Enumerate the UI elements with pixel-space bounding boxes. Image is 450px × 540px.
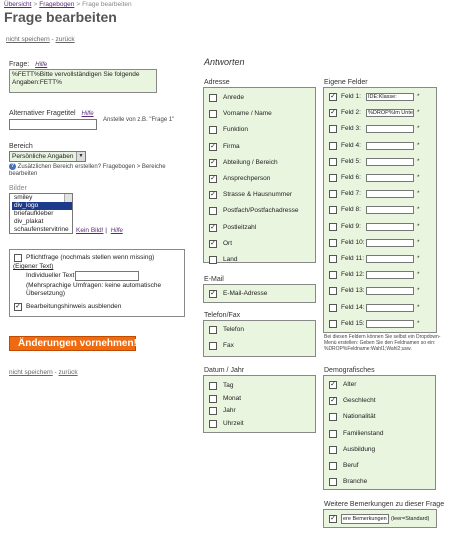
demografisches-alter-label: Alter	[343, 381, 357, 388]
weitere-box	[323, 509, 437, 528]
adresse-vorname-name-label: Vorname / Name	[223, 110, 272, 118]
eigene-feld-9-required-star: *	[417, 222, 420, 230]
bilder-option[interactable]: briefaufkleber	[14, 210, 54, 217]
eigene-feld-3-label: Feld 3:	[341, 125, 361, 133]
telefon-fax-checkbox[interactable]	[209, 342, 217, 350]
info-icon: ?	[10, 163, 15, 169]
demografisches-familienstand-label: Familienstand	[343, 429, 384, 437]
eigene-feld-2-input[interactable]: %DROP%Im Unte	[368, 110, 413, 117]
bilder-option[interactable]: smiley	[14, 194, 33, 201]
email-box	[203, 284, 316, 303]
eigene-feld-3-required-star: *	[417, 125, 420, 133]
eigene-feld-11-checkbox[interactable]	[329, 255, 337, 263]
eigene-feld-7-checkbox[interactable]	[329, 190, 337, 198]
demografisches-beruf-label: Beruf	[343, 462, 359, 469]
bereich-select[interactable]: Persönliche Angaben ▼	[9, 151, 86, 162]
eigener-text-link[interactable]: (Eigener Text)	[13, 263, 54, 270]
eigene-feld-2-required-star: *	[417, 109, 420, 117]
eigene-feld-12-checkbox[interactable]	[329, 271, 337, 279]
eigene-feld-6-label: Feld 6:	[341, 174, 361, 181]
eigene-feld-10-required-star: *	[417, 238, 420, 246]
eigene-feld-15-label: Feld 15:	[341, 319, 365, 327]
adresse-ort-label: Ort	[223, 239, 233, 247]
adresse-postleitzahl-label: Postleitzahl	[223, 223, 257, 231]
adresse-postleitzahl-checkbox[interactable]	[209, 224, 217, 232]
nicht-speichern-link[interactable]: nicht speichern	[6, 36, 50, 43]
bearb-hinweis-checkbox[interactable]	[14, 303, 22, 311]
adresse-ansprechperson-checkbox[interactable]	[209, 175, 217, 183]
datum-tag-label: Tag	[223, 382, 234, 389]
adresse-title: Adresse	[204, 79, 230, 86]
bilder-label: Bilder	[9, 185, 27, 192]
eigene-feld-7-label: Feld 7:	[341, 190, 361, 198]
demografisches-familienstand-checkbox[interactable]	[329, 430, 337, 438]
email-e-mail-adresse-label: E-Mail-Adresse	[223, 290, 268, 297]
eigene-feld-10-input[interactable]	[366, 239, 414, 247]
nav-separator: -	[49, 36, 56, 43]
adresse-strasse-hausnummer-checkbox[interactable]	[209, 191, 217, 199]
weitere-input[interactable]: ere Bemerkungen	[341, 514, 389, 524]
nicht-speichern-link-bottom[interactable]: nicht speichern	[9, 369, 53, 376]
adresse-anrede-checkbox[interactable]	[209, 94, 217, 102]
bilder-help-link[interactable]: Hilfe	[110, 228, 123, 234]
adresse-land-checkbox[interactable]	[209, 256, 217, 264]
datum-monat-label: Monat	[223, 394, 242, 402]
eigene-feld-9-label: Feld 9:	[341, 222, 361, 230]
adresse-strasse-hausnummer-label: Strasse & Hausnummer	[223, 191, 292, 199]
eigene-feld-14-checkbox[interactable]	[329, 304, 337, 312]
eigene-feld-3-input[interactable]	[366, 125, 414, 133]
telefon-telefon-label: Telefon	[223, 326, 244, 333]
chevron-down-icon: ▼	[76, 152, 85, 161]
eigene-feld-1-checkbox[interactable]	[329, 93, 337, 101]
eigene-feld-13-required-star: *	[417, 287, 420, 295]
eigene-feld-15-input[interactable]	[366, 320, 414, 328]
eigene-feld-11-required-star: *	[417, 255, 420, 262]
adresse-firma-checkbox[interactable]	[209, 143, 217, 151]
datum-tag-checkbox[interactable]	[209, 382, 217, 390]
eigene-feld-4-checkbox[interactable]	[329, 142, 337, 150]
adresse-postfach-postfachadresse-label: Postfach/Postfachadresse	[223, 207, 299, 215]
datum-box	[203, 375, 316, 433]
breadcrumb-uebersicht[interactable]: Übersicht	[4, 1, 32, 8]
eigene-feld-7-required-star: *	[417, 190, 420, 198]
adresse-funktion-label: Funktion	[223, 126, 248, 134]
eigene-feld-7-input[interactable]	[366, 190, 414, 198]
bilder-scrollbar[interactable]	[64, 194, 72, 202]
eigene-feld-14-required-star: *	[417, 303, 420, 311]
email-title: E-Mail	[204, 276, 224, 283]
adresse-funktion-checkbox[interactable]	[209, 126, 217, 134]
bottom-nav	[9, 369, 78, 376]
demografisches-geschlecht-label: Geschlecht	[343, 397, 376, 405]
eigene-feld-8-required-star: *	[417, 206, 420, 214]
demografisches-nationalität-checkbox[interactable]	[329, 413, 337, 421]
eigene-feld-4-input[interactable]	[366, 142, 414, 150]
alt-fragetitel-label: Alternativer Fragetitel Hilfe	[9, 110, 94, 117]
telefon-telefon-checkbox[interactable]	[209, 326, 217, 334]
zurueck-link[interactable]: zurück	[55, 36, 75, 43]
weitere-title: Weitere Bemerkungen zu dieser Frage	[324, 501, 445, 508]
demografisches-ausbildung-label: Ausbildung	[343, 445, 376, 453]
alt-fragetitel-input[interactable]	[9, 119, 97, 130]
eigene-feld-10-label: Feld 10:	[341, 238, 365, 246]
weitere-hint: (leer=Standard)	[391, 516, 430, 522]
demografisches-ausbildung-checkbox[interactable]	[329, 446, 337, 454]
eigene-feld-15-required-star: *	[417, 319, 420, 327]
eigene-feld-1-label: Feld 1:	[341, 93, 361, 100]
demografisches-geschlecht-checkbox[interactable]	[329, 397, 337, 405]
email-e-mail-adresse-checkbox[interactable]	[209, 290, 217, 298]
kein-bild-link[interactable]: Kein Bild!	[76, 227, 104, 234]
demografisches-branche-label: Branche	[343, 478, 368, 486]
eigene-feld-6-checkbox[interactable]	[329, 174, 337, 182]
demografisches-box	[323, 375, 436, 490]
eigene-feld-11-input[interactable]	[366, 255, 414, 263]
eigene-feld-9-input[interactable]	[366, 223, 414, 231]
page-title: Frage bearbeiten	[4, 9, 117, 25]
mehrsprachig-note: (Mehrsprachige Umfragen: keine automatische Übersetzung)	[26, 282, 162, 297]
eigene-box	[323, 87, 437, 333]
eigene-feld-8-checkbox[interactable]	[329, 206, 337, 214]
bereich-label: Bereich	[9, 143, 33, 150]
adresse-anrede-label: Anrede	[223, 94, 244, 101]
eigene-feld-10-checkbox[interactable]	[329, 239, 337, 247]
eigene-feld-6-required-star: *	[417, 174, 420, 181]
eigene-feld-12-label: Feld 12:	[341, 271, 365, 279]
datum-monat-checkbox[interactable]	[209, 395, 217, 403]
eigene-feld-2-label: Feld 2:	[341, 109, 361, 117]
bilder-option[interactable]: schaufenstervitrine	[14, 226, 69, 233]
eigene-feld-12-required-star: *	[417, 271, 420, 279]
eigene-feld-12-input[interactable]	[366, 271, 414, 279]
pflicht-label: Pflichtfrage (nochmals stellen wenn missing)	[26, 254, 155, 261]
pflicht-box	[9, 249, 185, 317]
adresse-land-label: Land	[223, 256, 238, 263]
adresse-abteilung-bereich-label: Abteilung / Bereich	[223, 158, 278, 166]
adresse-vorname-name-checkbox[interactable]	[209, 110, 217, 118]
eigene-title: Eigene Felder	[324, 79, 368, 86]
adresse-ansprechperson-label: Ansprechperson	[223, 175, 271, 182]
eigene-feld-2-checkbox[interactable]	[329, 109, 337, 117]
eigene-feld-4-label: Feld 4:	[341, 141, 361, 149]
alt-help-link[interactable]: Hilfe	[81, 111, 94, 117]
bild-actions: Kein Bild! | Hilfe	[76, 227, 123, 234]
top-nav	[6, 36, 75, 43]
eigene-feld-11-label: Feld 11:	[341, 255, 365, 262]
bilder-option[interactable]: div_logo	[12, 202, 72, 210]
eigene-feld-13-input[interactable]	[366, 287, 414, 295]
eigene-feld-3-checkbox[interactable]	[329, 125, 337, 133]
telefon-title: Telefon/Fax	[204, 312, 241, 319]
adresse-box	[203, 87, 316, 263]
telefon-box	[203, 320, 316, 357]
eigene-feld-13-checkbox[interactable]	[329, 287, 337, 295]
eigene-feld-14-label: Feld 14:	[341, 303, 365, 311]
frage-help-link[interactable]: Hilfe	[35, 62, 48, 68]
eigene-feld-8-label: Feld 8:	[341, 206, 361, 214]
adresse-abteilung-bereich-checkbox[interactable]	[209, 159, 217, 167]
alt-hint: Anstelle von z.B. "Frage 1"	[103, 117, 175, 123]
eigene-feld-5-required-star: *	[417, 157, 420, 165]
bilder-option[interactable]: div_plakat	[14, 218, 44, 225]
breadcrumb: Übersicht > Fragebogen > Frage bearbeiten	[4, 1, 132, 8]
eigene-feld-1-required-star: *	[417, 93, 420, 100]
submit-button[interactable]: Änderungen vornehmen!	[9, 336, 136, 351]
eigene-feld-8-input[interactable]	[366, 206, 414, 214]
eigene-feld-9-checkbox[interactable]	[329, 223, 337, 231]
eigene-feld-5-checkbox[interactable]	[329, 158, 337, 166]
demografisches-nationalität-label: Nationalität	[343, 413, 376, 421]
datum-title: Datum / Jahr	[204, 367, 245, 374]
bereich-note: ? Zusätzlichen Bereich erstellen? Fragebogen > Bereiche bearbeiten	[9, 163, 166, 178]
datum-jahr-checkbox[interactable]	[209, 407, 217, 415]
eigene-feld-6-input[interactable]	[366, 174, 414, 182]
adresse-postfach-postfachadresse-checkbox[interactable]	[209, 207, 217, 215]
eigene-feld-13-label: Feld 13:	[341, 287, 365, 295]
eigene-feld-14-input[interactable]	[366, 304, 414, 312]
demografisches-beruf-checkbox[interactable]	[329, 462, 337, 470]
adresse-firma-label: Firma	[223, 142, 240, 150]
eigene-feld-5-input[interactable]	[366, 158, 414, 166]
datum-uhrzeit-label: Uhrzeit	[223, 419, 244, 427]
indiv-text-input[interactable]	[75, 271, 139, 281]
telefon-fax-label: Fax	[223, 342, 234, 349]
pflicht-checkbox[interactable]	[14, 254, 22, 262]
indiv-text-label: Individueller Text	[26, 272, 75, 279]
bilder-listbox[interactable]	[9, 193, 73, 234]
breadcrumb-current: Frage bearbeiten	[82, 1, 132, 8]
frage-textarea[interactable]: %FETT%Bitte vervollständigen Sie folgende Angaben:FETT%	[9, 69, 157, 93]
datum-jahr-label: Jahr	[223, 407, 236, 414]
eigene-note: Bei diesen Feldern können Sie selbst ein Dropdown-Menü erstellen: Geben Sie den Feldnamen so ein: %DROP%Feldname:Wahl1;Wahl2;usw.	[324, 334, 441, 352]
eigene-feld-1-input[interactable]: IDE:Klasse:	[366, 93, 414, 101]
eigene-feld-5-label: Feld 5:	[341, 157, 361, 165]
demografisches-title: Demografisches	[324, 367, 375, 374]
frage-label: Frage: Hilfe	[9, 61, 48, 68]
eigene-feld-4-required-star: *	[417, 141, 420, 149]
eigene-feld-15-checkbox[interactable]	[329, 320, 337, 328]
bearb-hinweis-label: Bearbeitungshinweis ausblenden	[26, 303, 122, 310]
weitere-checkbox[interactable]	[329, 515, 337, 523]
antworten-title: Antworten	[204, 57, 245, 67]
nav-separator-bottom: -	[52, 369, 59, 376]
datum-uhrzeit-checkbox[interactable]	[209, 420, 217, 428]
breadcrumb-fragebogen[interactable]: Fragebogen	[39, 1, 75, 8]
adresse-ort-checkbox[interactable]	[209, 240, 217, 248]
demografisches-branche-checkbox[interactable]	[329, 478, 337, 486]
demografisches-alter-checkbox[interactable]	[329, 381, 337, 389]
zurueck-link-bottom[interactable]: zurück	[58, 369, 78, 376]
